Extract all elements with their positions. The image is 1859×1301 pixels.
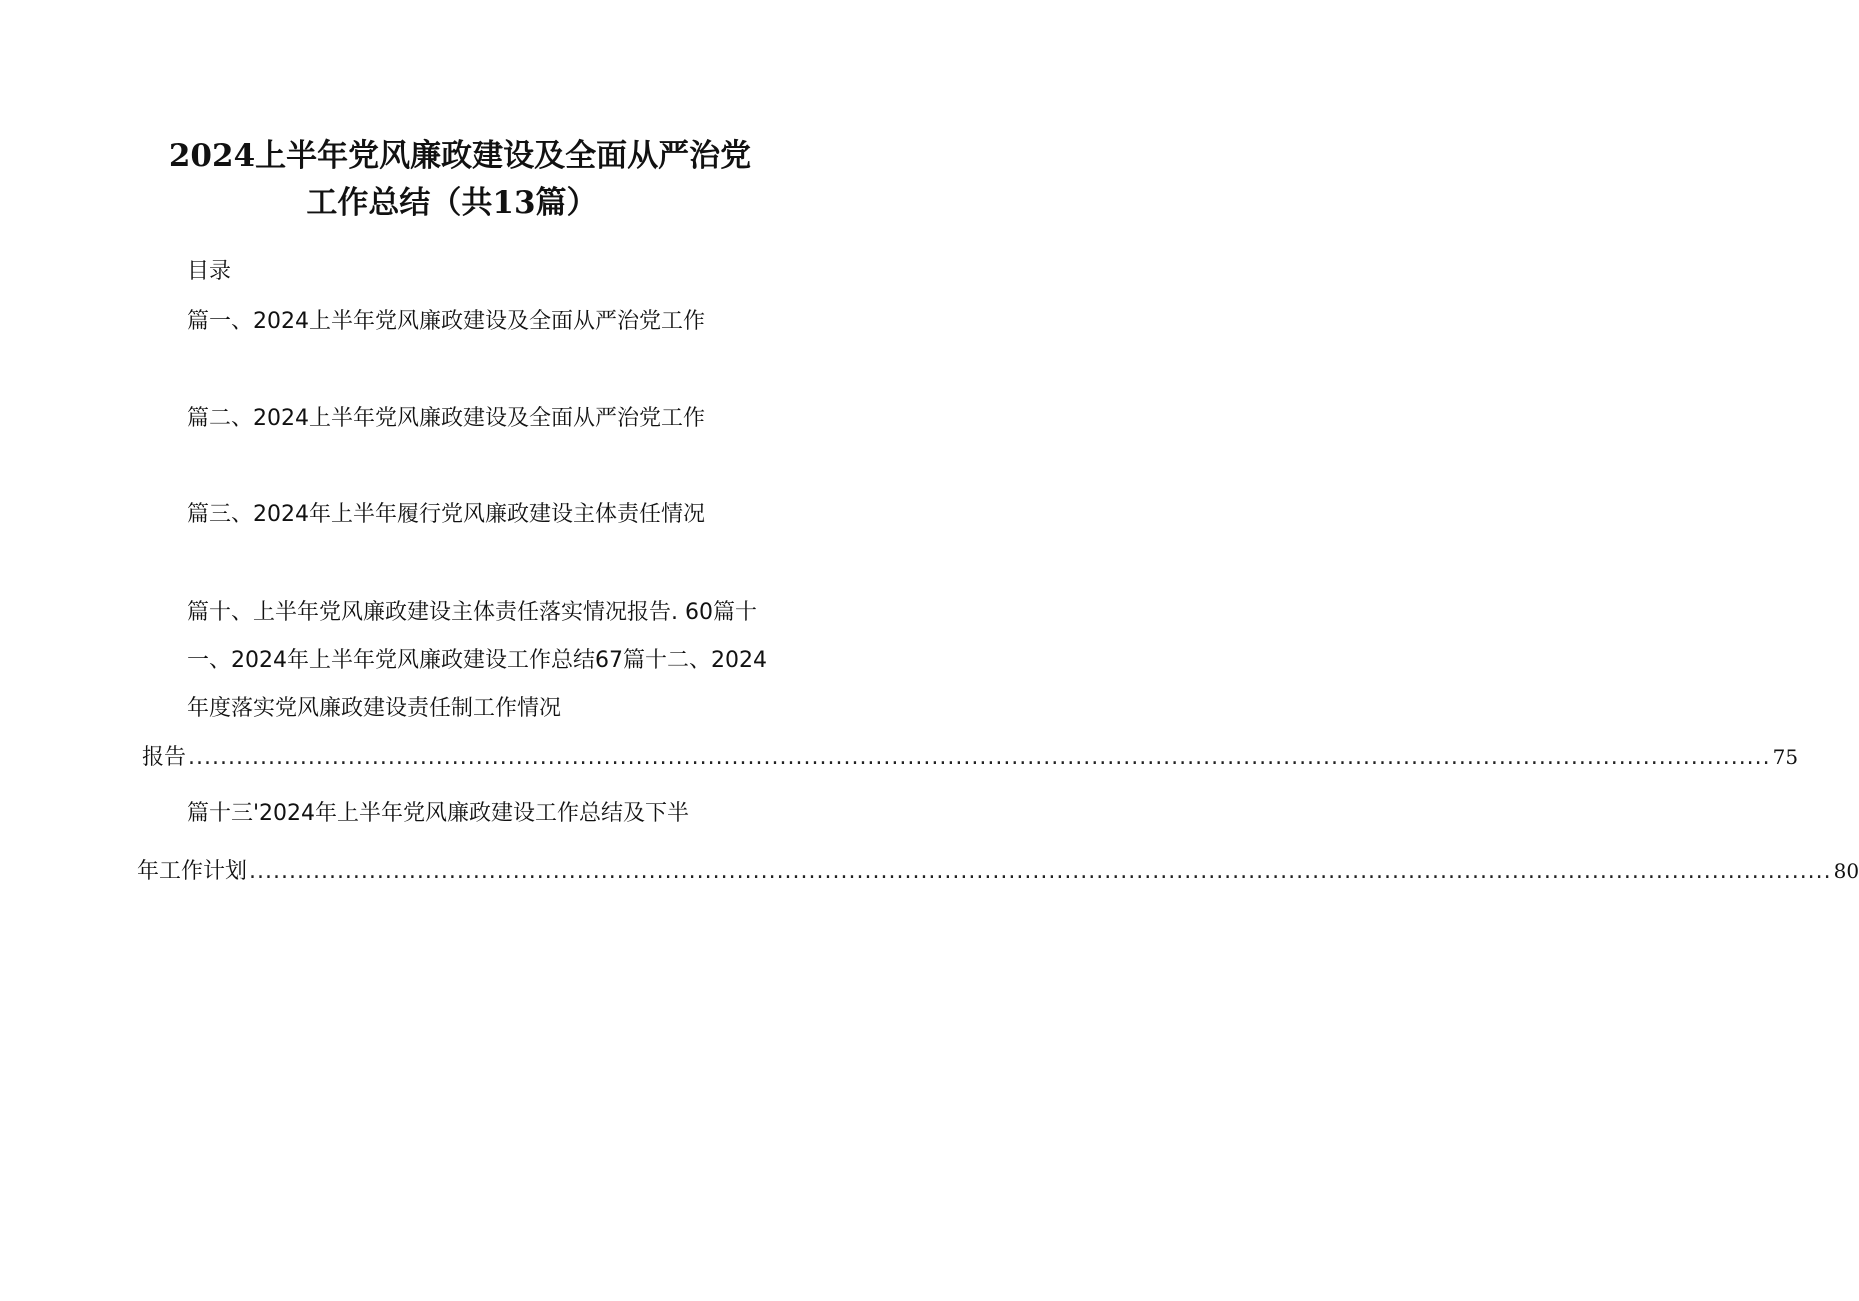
- toc-entry-13-leader-row[interactable]: [137, 856, 1859, 887]
- toc-entry-10-line-1[interactable]: 篇十、上半年党风廉政建设主体责任落实情况报告. 60篇十: [187, 600, 757, 625]
- toc-entry-13-line-1[interactable]: 篇十三'2024年上半年党风廉政建设工作总结及下半: [187, 801, 690, 826]
- toc-entry-12-leader-row[interactable]: [142, 742, 1799, 773]
- toc-heading: 目录: [187, 259, 232, 284]
- toc-entry-2[interactable]: 篇二、2024上半年党风廉政建设及全面从严治党工作: [187, 406, 705, 431]
- toc-entry-11-line[interactable]: 一、2024年上半年党风廉政建设工作总结67篇十二、2024: [187, 648, 767, 673]
- document-title-line-1: 2024上半年党风廉政建设及全面从严治党: [168, 138, 752, 174]
- toc-entry-12-tail-text: 报告: [142, 745, 187, 770]
- document-title-line-2: 工作总结（共13篇）: [306, 185, 598, 221]
- toc-entry-13-tail-text: 年工作计划: [137, 859, 248, 884]
- toc-entry-3[interactable]: 篇三、2024年上半年履行党风廉政建设主体责任情况: [187, 502, 705, 527]
- toc-page-number: 75: [1772, 745, 1799, 769]
- toc-entry-12-line[interactable]: 年度落实党风廉政建设责任制工作情况: [187, 696, 562, 721]
- toc-entry-1[interactable]: 篇一、2024上半年党风廉政建设及全面从严治党工作: [187, 309, 705, 334]
- toc-page-number: 80: [1833, 859, 1859, 883]
- dot-leader: ......................................................................................................................................................................................................: [249, 859, 1832, 884]
- dot-leader: ......................................................................................................................................................................................................: [188, 745, 1771, 770]
